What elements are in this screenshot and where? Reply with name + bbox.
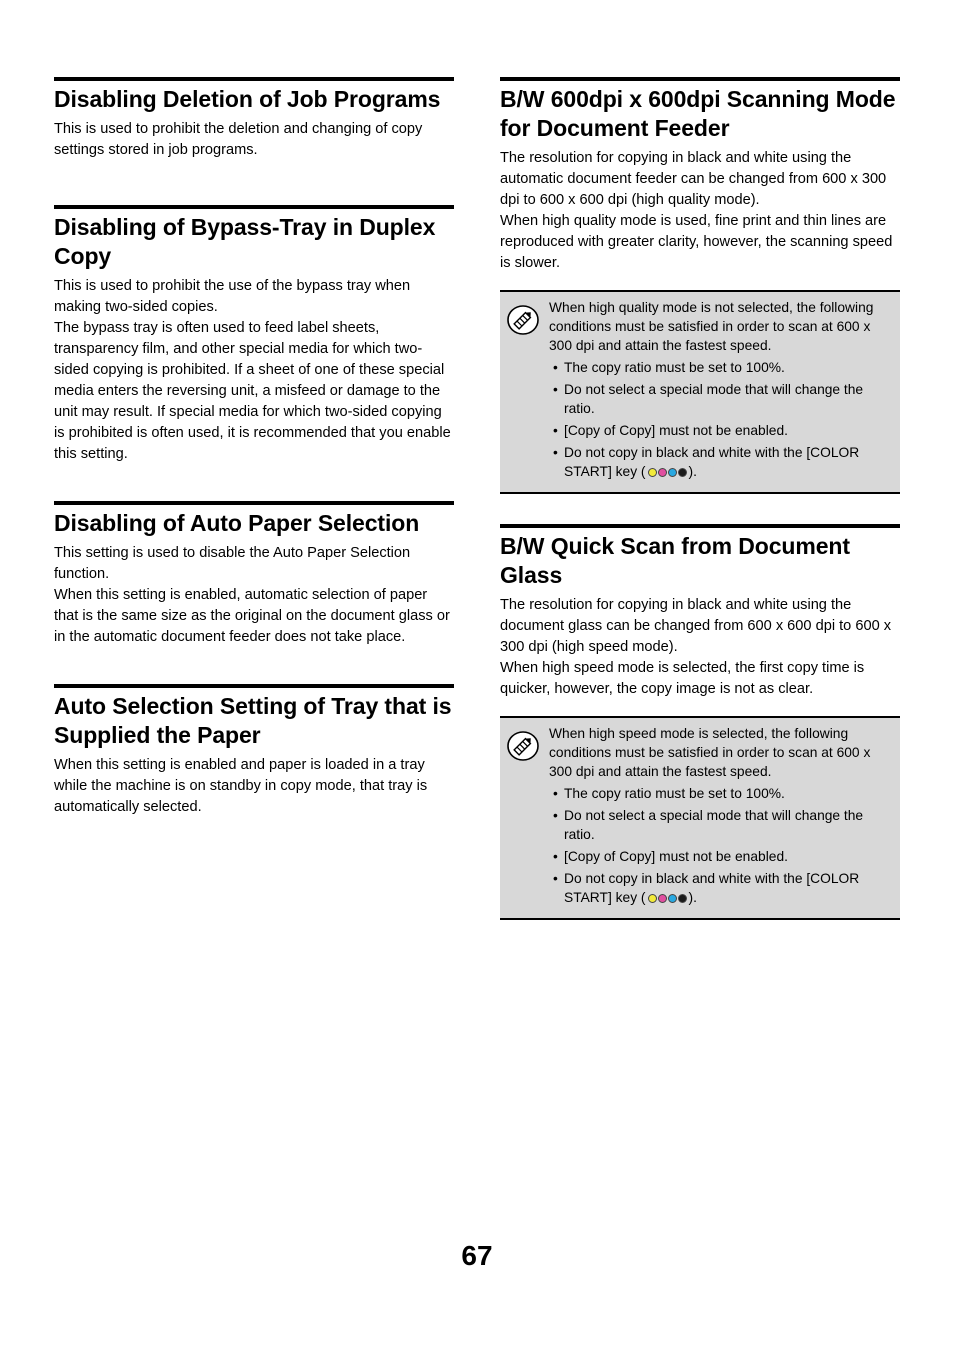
bullet: • [553,808,558,823]
section-paragraph: This is used to prohibit the deletion and changing of copy settings stored in job programs. [54,121,423,158]
list-item [549,358,892,377]
section-paragraph: This is used to prohibit the use of the bypass tray when making two-sided copies. [54,278,411,315]
section-title: B/W Quick Scan from Document Glass [500,533,850,588]
yellow-dot-icon [648,894,657,903]
list-item-suffix: ). [688,890,697,905]
yellow-dot-icon [648,468,657,477]
pencil-note-icon [506,304,540,336]
left-column [54,77,454,818]
list-item-text: The copy ratio must be set to 100%. [564,786,785,801]
magenta-dot-icon [658,894,667,903]
cyan-dot-icon [668,894,677,903]
cyan-dot-icon [668,468,677,477]
note-intro: When high speed mode is selected, the following conditions must be satisfied in order to scan at 600 x 300 dpi and attain the fastest speed. [549,726,871,779]
section-paragraph: When high quality mode is used, fine print and thin lines are reproduced with greater clarity, however, the scanning speed is slower. [500,213,893,271]
section-paragraph: This setting is used to disable the Auto Paper Selection function. [54,545,411,582]
section-auto-selection-tray [54,684,454,818]
section-disabling-deletion-job-programs [54,77,454,161]
list-item [549,806,892,844]
list-item [549,869,892,907]
right-column [500,77,900,920]
note-box [500,716,900,920]
list-item-text: Do not copy in black and white with the [COLOR START] key ( [564,445,860,479]
list-item [549,847,892,866]
section-bw-quick-scan-document-glass [500,524,900,920]
list-item-text: Do not select a special mode that will change the ratio. [564,382,864,416]
bullet: • [553,786,558,801]
bullet: • [553,849,558,864]
section-title: Auto Selection Setting of Tray that is Supplied the Paper [54,693,452,748]
section-disabling-bypass-tray-duplex [54,205,454,465]
pencil-note-icon [506,730,540,762]
bullet: • [553,871,558,886]
list-item-text: [Copy of Copy] must not be enabled. [564,423,788,438]
color-start-key-icon [648,894,687,903]
bullet: • [553,445,558,460]
section-title: B/W 600dpi x 600dpi Scanning Mode for Document Feeder [500,86,896,141]
section-paragraph: When high speed mode is selected, the first copy time is quicker, however, the copy image is not as clear. [500,660,865,697]
black-dot-icon [678,468,687,477]
list-item-text: [Copy of Copy] must not be enabled. [564,849,788,864]
section-paragraph: The resolution for copying in black and white using the automatic document feeder can be changed from 600 x 300 dpi to 600 x 600 dpi (high quality mode). [500,150,887,208]
bullet: • [553,382,558,397]
section-paragraph: When this setting is enabled, automatic selection of paper that is the same size as the original on the document glass or in the automatic document feeder does not take place. [54,587,450,645]
note-box [500,290,900,494]
magenta-dot-icon [658,468,667,477]
black-dot-icon [678,894,687,903]
section-paragraph: The resolution for copying in black and white using the document glass can be changed from 600 x 600 dpi to 600 x 300 dpi (high speed mode). [500,597,892,655]
section-paragraph: When this setting is enabled and paper is loaded in a tray while the machine is on standby in copy mode, that tray is automatically selected. [54,757,428,815]
section-disabling-auto-paper-selection [54,501,454,648]
page-number: 67 [461,1240,493,1271]
section-title: Disabling of Auto Paper Selection [54,510,420,536]
note-intro: When high quality mode is not selected, the following conditions must be satisfied in order to scan at 600 x 300 dpi and attain the fastest speed. [549,300,874,353]
section-bw-600dpi-scanning-mode [500,77,900,494]
list-item-text: Do not copy in black and white with the [COLOR START] key ( [564,871,860,905]
bullet: • [553,423,558,438]
note-list [549,784,892,907]
section-paragraph: The bypass tray is often used to feed label sheets, transparency film, and other special media for which two-sided copying is prohibited. If a sheet of one of these special media enters the reversing unit, a misfeed or damage to the unit may result. If special media for which two-sided copying is prohibited is often used, it is recommended that you enable this setting. [54,320,451,462]
bullet: • [553,360,558,375]
section-title: Disabling Deletion of Job Programs [54,86,441,112]
list-item [549,421,892,440]
list-item [549,784,892,803]
list-item [549,380,892,418]
note-list [549,358,892,481]
list-item-text: The copy ratio must be set to 100%. [564,360,785,375]
color-start-key-icon [648,468,687,477]
section-title: Disabling of Bypass-Tray in Duplex Copy [54,214,436,269]
list-item-suffix: ). [688,464,697,479]
list-item [549,443,892,481]
list-item-text: Do not select a special mode that will change the ratio. [564,808,864,842]
